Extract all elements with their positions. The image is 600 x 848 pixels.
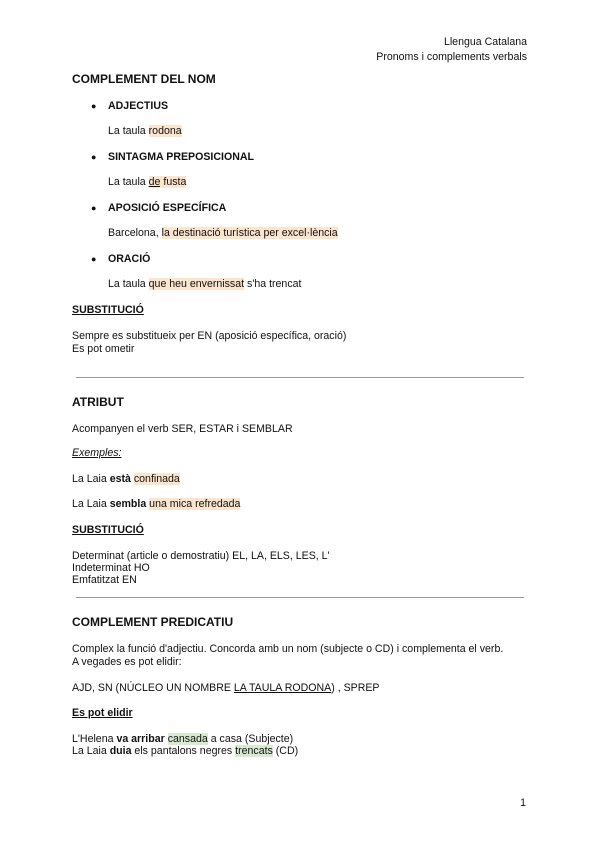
section-title-atribut: ATRIBUT [72, 395, 124, 409]
example-text: s'ha trencat [244, 278, 302, 290]
bullet-icon: ● [91, 203, 97, 213]
example-text: La Laia [72, 498, 110, 510]
bullet-label: ORACIÓ [108, 253, 151, 265]
example-text: a casa (Subjecte) [207, 733, 294, 745]
body-line: Acompanyen el verb SER, ESTAR i SEMBLAR [72, 423, 293, 435]
underlined-text: LA TAULA RODONA [233, 682, 332, 694]
example-text: L'Helena [72, 733, 117, 745]
body-line: Emfatitzat EN [72, 574, 137, 586]
example-text: La taula [108, 176, 149, 188]
highlight-text: fusta [160, 176, 187, 188]
body-text: ) , SPREP [331, 682, 380, 694]
example-text: La taula [108, 278, 149, 290]
verb-text: va arribar [116, 733, 165, 745]
example-text: La taula [108, 125, 149, 137]
header-topic: Pronoms i complements verbals [376, 51, 527, 63]
header-subject: Llengua Catalana [443, 36, 527, 48]
example-line [72, 733, 293, 745]
highlight-text: la destinació turística per excel·lència [161, 227, 338, 239]
example-line [108, 227, 338, 239]
example-text: La Laia [72, 745, 110, 757]
body-line: Indeterminat HO [72, 562, 150, 574]
verb-text: està [109, 473, 131, 485]
examples-label: Exemples: [72, 447, 122, 459]
bullet-icon: ● [91, 254, 97, 264]
body-line: Es pot ometir [72, 343, 135, 355]
page-number: 1 [520, 797, 526, 809]
body-line [72, 682, 380, 694]
substitucio-heading: SUBSTITUCIÓ [72, 304, 144, 316]
example-text: (CD) [272, 745, 299, 757]
example-line [108, 278, 301, 290]
body-text: AJD, SN (NÚCLEO UN NOMBRE [72, 682, 234, 694]
body-line: Sempre es substitueix per EN (aposició específica, oració) [72, 330, 347, 342]
bullet-label: ADJECTIUS [108, 100, 169, 112]
verb-text: sembla [109, 498, 147, 510]
example-line [108, 125, 182, 137]
bullet-label: SINTAGMA PREPOSICIONAL [108, 151, 254, 163]
highlight-text: que heu envernissat [148, 278, 245, 290]
example-text: Barcelona, [108, 227, 162, 239]
example-line [72, 473, 180, 485]
section-title-complement-del-nom: COMPLEMENT DEL NOM [72, 72, 216, 86]
example-line [72, 498, 240, 510]
body-line: Complex la funció d'adjectiu. Concorda amb un nom (subjecte o CD) i complementa el verb. [72, 643, 504, 655]
verb-text: duia [109, 745, 132, 757]
highlight-text: trencats [235, 745, 273, 757]
divider [76, 597, 524, 598]
substitucio-heading: SUBSTITUCIÓ [72, 524, 144, 536]
highlight-text: una mica refredada [149, 498, 241, 510]
example-text: els pantalons negres [131, 745, 236, 757]
elidir-heading: Es pot elidir [72, 707, 133, 719]
body-line: A vegades es pot elidir: [72, 656, 182, 668]
example-text: La Laia [72, 473, 110, 485]
highlight-text: cansada [167, 733, 208, 745]
highlight-text: rodona [148, 125, 182, 137]
section-title-complement-predicatiu: COMPLEMENT PREDICATIU [72, 615, 234, 629]
example-line [108, 176, 186, 188]
example-line [72, 745, 298, 757]
divider [76, 377, 524, 378]
bullet-icon: ● [91, 101, 97, 111]
highlight-text: de [148, 176, 161, 188]
highlight-text: confinada [133, 473, 180, 485]
body-line: Determinat (article o demostratiu) EL, LA, ELS, LES, L' [72, 550, 330, 562]
bullet-icon: ● [91, 152, 97, 162]
bullet-label: APOSICIÓ ESPECÍFICA [108, 202, 227, 214]
